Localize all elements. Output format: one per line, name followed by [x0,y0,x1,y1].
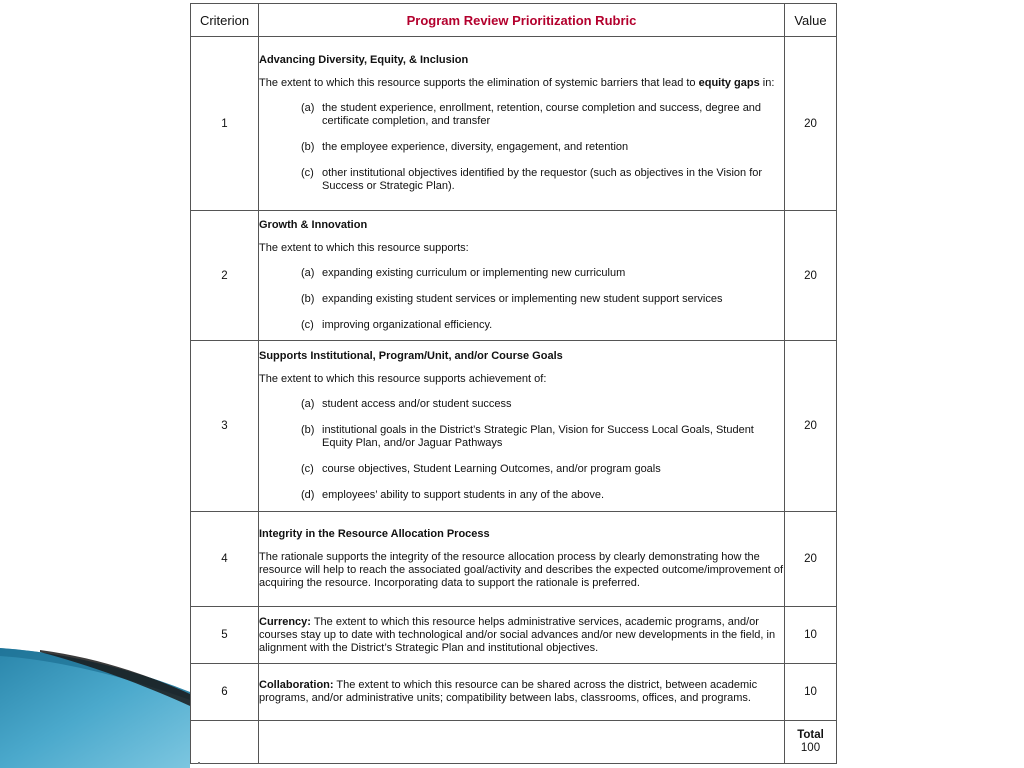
list-item [301,293,784,306]
list-item [301,398,784,411]
criterion-value: 20 [785,211,837,341]
criterion-heading: Supports Institutional, Program/Unit, and/or Course Goals [259,350,563,362]
intro-emphasis: equity gaps [698,77,760,89]
criterion-value: 20 [785,512,837,607]
criterion-value: 10 [785,607,837,664]
table-header-row [191,4,837,37]
list-item [301,463,784,476]
table-row [191,211,837,341]
item-label: (c) [301,463,314,475]
item-label: (a) [301,398,315,410]
criterion-paragraph [259,679,784,705]
empty-cell [191,721,259,764]
item-text: course objectives, Student Learning Outcomes, and/or program goals [322,463,661,475]
table-row [191,664,837,721]
list-item [301,102,784,128]
criterion-number: 3 [191,341,259,512]
criterion-paragraph [259,616,784,655]
table-row [191,607,837,664]
criterion-header: Criterion [191,4,259,37]
criterion-paragraph: The rationale supports the integrity of the resource allocation process by clearly demonstrating how the resource will help to reach the associated goal/activity and describes the expected outcome/improvement of acquiring the resource. Incorporating data to support the rationale is preferred. [259,551,784,589]
criterion-intro: The extent to which this resource supports: [259,242,469,254]
criterion-number: 6 [191,664,259,721]
criterion-description [259,607,785,664]
criterion-text: The extent to which this resource can be shared across the district, between academic programs, and/or administrative units; compatibility between labs, classrooms, offices, and programs. [259,679,758,704]
criterion-description [259,211,785,341]
empty-cell [259,721,785,764]
item-label: (a) [301,102,315,114]
item-text: improving organizational efficiency. [322,319,493,331]
criterion-intro [259,77,784,90]
intro-text: The extent to which this resource supports the elimination of systemic barriers that lead to [259,77,699,89]
criterion-text: The extent to which this resource helps administrative services, academic programs, and/or courses stay up to date with technological and/or social advances and/or new developments in the field, in alignment with the District’s Strategic Plan and institutional objectives. [259,615,776,654]
criterion-lead: Collaboration: [259,679,334,691]
list-item [301,267,784,280]
criterion-description [259,37,785,211]
criterion-heading: Advancing Diversity, Equity, & Inclusion [259,54,469,66]
criterion-heading: Growth & Innovation [259,219,368,231]
criterion-description [259,341,785,512]
list-item [301,167,784,193]
criterion-value: 10 [785,664,837,721]
criterion-items [259,102,784,193]
list-item [301,489,784,502]
item-label: (b) [301,141,315,153]
item-text: expanding existing curriculum or implementing new curriculum [322,267,626,279]
item-label: (c) [301,319,314,331]
list-item [301,424,784,450]
criterion-number: 4 [191,512,259,607]
item-text: other institutional objectives identified by the requestor (such as objectives in the Vision for Success or Strategic Plan). [322,167,763,192]
criterion-value: 20 [785,341,837,512]
item-label: (a) [301,267,315,279]
criterion-number: 5 [191,607,259,664]
total-cell [785,721,837,764]
criterion-number: 1 [191,37,259,211]
criterion-items [259,267,784,332]
criterion-lead: Currency: [259,615,311,628]
item-text: the student experience, enrollment, retention, course completion and success, degree and certificate completion, and transfer [322,102,762,127]
criterion-description [259,512,785,607]
item-label: (b) [301,424,315,436]
table-row [191,37,837,211]
intro-text-end: in: [759,77,775,89]
slide-mark [198,762,200,764]
criterion-intro: The extent to which this resource supports achievement of: [259,373,547,385]
criterion-description [259,664,785,721]
item-text: expanding existing student services or implementing new student support services [322,293,723,305]
item-text: institutional goals in the District’s Strategic Plan, Vision for Success Local Goals, Student Equity Plan, and/or Jaguar Pathways [322,424,754,449]
criterion-items [259,398,784,502]
item-text: employees’ ability to support students in any of the above. [322,489,605,501]
value-header: Value [785,4,837,37]
item-label: (c) [301,167,314,179]
total-value: 100 [800,742,821,754]
rubric-table [190,3,837,764]
item-label: (b) [301,293,315,305]
total-row [191,721,837,764]
list-item [301,141,784,154]
table-row [191,341,837,512]
total-label: Total [797,729,824,741]
table-row [191,512,837,607]
item-text: the employee experience, diversity, engagement, and retention [322,141,629,153]
criterion-heading: Integrity in the Resource Allocation Process [259,528,490,540]
list-item [301,319,784,332]
criterion-value: 20 [785,37,837,211]
item-label: (d) [301,489,315,501]
item-text: student access and/or student success [322,398,512,410]
criterion-number: 2 [191,211,259,341]
rubric-title: Program Review Prioritization Rubric [259,4,785,37]
